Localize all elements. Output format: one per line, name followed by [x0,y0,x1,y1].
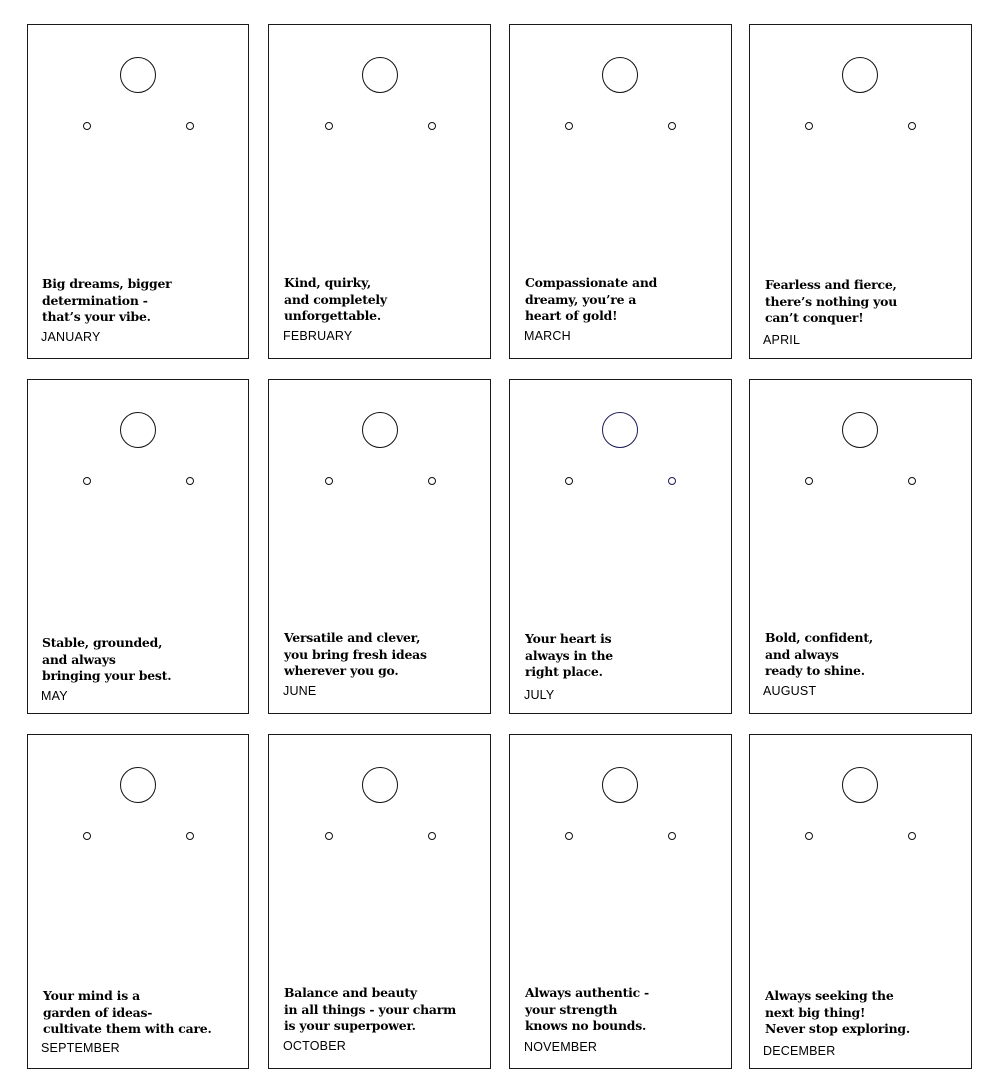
earring-hole-left [805,477,813,485]
earring-hole-left [565,477,573,485]
card-quote: Always seeking the next big thing! Never stop exploring. [765,988,911,1036]
earring-card-july [509,379,732,714]
earring-card-december [749,734,972,1069]
hang-hole [842,767,878,803]
earring-card-april [749,24,972,359]
earring-card-june [268,379,491,714]
earring-hole-left [565,832,573,840]
earring-hole-right [668,832,676,840]
earring-card-august [749,379,972,714]
hang-hole [602,57,638,93]
card-quote: Kind, quirky, and completely unforgettable. [284,275,387,323]
card-month: DECEMBER [763,1044,836,1058]
card-quote: Always authentic - your strength knows no bounds. [525,985,649,1033]
hang-hole [362,412,398,448]
earring-card-september [27,734,249,1069]
earring-hole-left [325,832,333,840]
card-month: MARCH [524,329,571,343]
earring-hole-right [186,477,194,485]
earring-card-january [27,24,249,359]
earring-hole-left [805,832,813,840]
hang-hole [842,412,878,448]
earring-card-march [509,24,732,359]
earring-card-february [268,24,491,359]
earring-hole-right [908,477,916,485]
card-month: AUGUST [763,684,817,698]
card-month: MAY [41,689,68,703]
card-month: JUNE [283,684,317,698]
earring-card-november [509,734,732,1069]
earring-hole-right [428,832,436,840]
hang-hole [120,57,156,93]
card-quote: Your mind is a garden of ideas- cultivate them with care. [43,988,212,1036]
card-quote: Versatile and clever, you bring fresh ideas wherever you go. [284,630,427,678]
card-quote: Big dreams, bigger determination - that’s your vibe. [42,276,172,324]
earring-hole-left [83,122,91,130]
hang-hole [362,57,398,93]
hang-hole [842,57,878,93]
earring-hole-left [565,122,573,130]
card-month: SEPTEMBER [41,1041,120,1055]
earring-hole-left [83,832,91,840]
earring-hole-right [668,122,676,130]
card-quote: Fearless and fierce, there’s nothing you can’t conquer! [765,277,898,325]
hang-hole [602,412,638,448]
earring-card-october [268,734,491,1069]
earring-hole-right [428,477,436,485]
card-month: JANUARY [41,330,101,344]
hang-hole [120,767,156,803]
hang-hole [362,767,398,803]
card-quote: Compassionate and dreamy, you’re a heart of gold! [525,275,658,323]
hang-hole [120,412,156,448]
hang-hole [602,767,638,803]
earring-card-may [27,379,249,714]
earring-hole-left [83,477,91,485]
earring-hole-left [325,122,333,130]
card-month: JULY [524,688,555,702]
card-month: FEBRUARY [283,329,353,343]
card-quote: Balance and beauty in all things - your charm is your superpower. [284,985,456,1033]
earring-hole-right [428,122,436,130]
card-month: APRIL [763,333,801,347]
card-month: NOVEMBER [524,1040,598,1054]
card-quote: Your heart is always in the right place. [525,631,613,679]
earring-hole-right [668,477,676,485]
earring-hole-right [186,122,194,130]
card-quote: Stable, grounded, and always bringing your best. [42,635,172,683]
earring-hole-left [805,122,813,130]
earring-hole-right [908,832,916,840]
card-quote: Bold, confident, and always ready to shine. [765,630,873,678]
card-month: OCTOBER [283,1039,346,1053]
earring-hole-right [186,832,194,840]
earring-hole-right [908,122,916,130]
earring-hole-left [325,477,333,485]
